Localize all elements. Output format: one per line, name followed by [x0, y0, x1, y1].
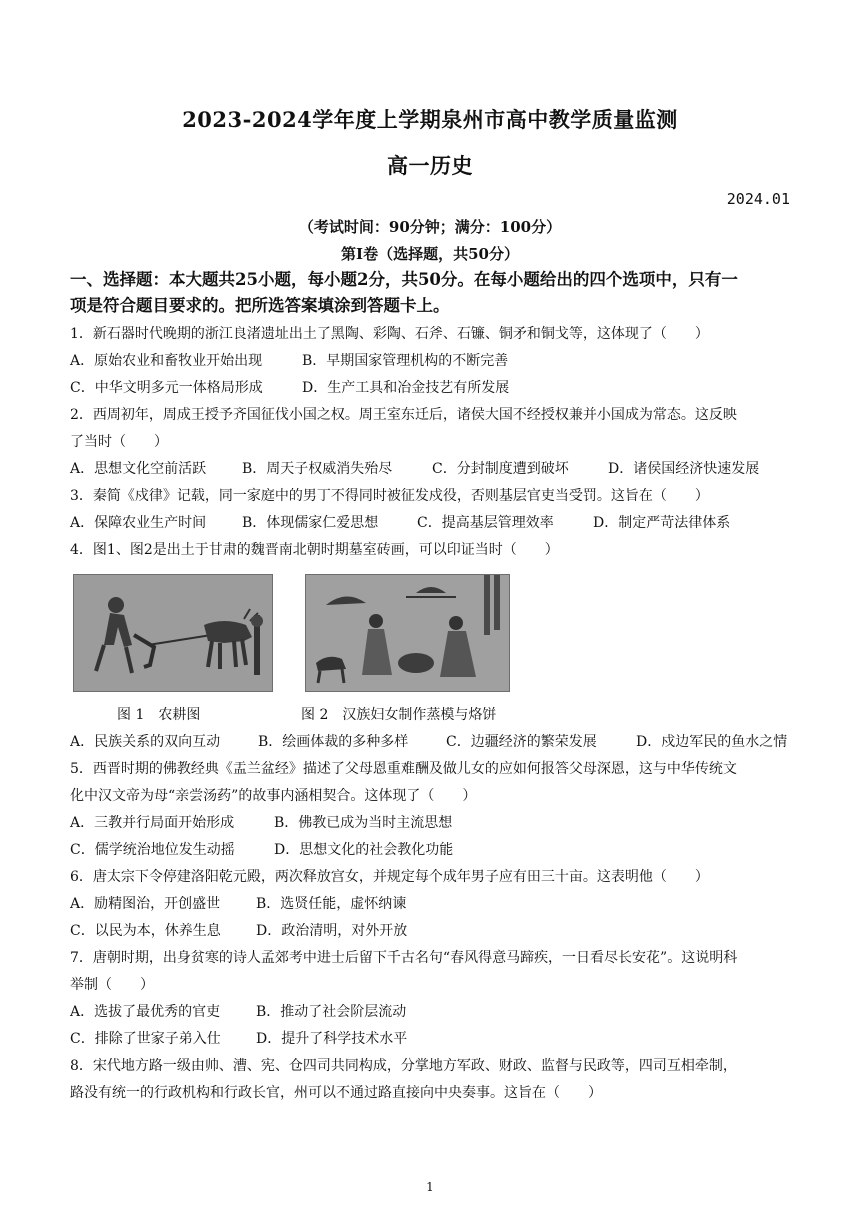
q5-option-b: B．佛教已成为当时主流思想 — [274, 815, 453, 831]
q6-options-row2 — [70, 920, 792, 940]
exam-title: 2023-2024学年度上学期泉州市高中教学质量监测 — [182, 107, 678, 132]
q7-stem-line2: 举制（ ） — [70, 977, 154, 993]
figure-2-cooking-mural — [305, 574, 510, 692]
q3-option-d: D．制定严苛法律体系 — [593, 515, 731, 531]
q1-options-row1 — [70, 350, 792, 370]
q2-stem-line1: 2．西周初年，周成王授予齐国征伐小国之权。周王室东迁后，诸侯大国不经授权兼并小国成为常态。这反映 — [70, 407, 737, 423]
q2-option-c: C．分封制度遭到破坏 — [432, 461, 569, 477]
q5-option-a: A．三教并行局面开始形成 — [70, 815, 235, 831]
q4-option-b: B．绘画体裁的多种多样 — [258, 734, 409, 750]
q7-option-d: D．提升了科学技术水平 — [256, 1031, 408, 1047]
q3-stem: 3．秦简《戍律》记载，同一家庭中的男丁不得同时被征发戍役，否则基层官吏当受罚。这旨在（ ） — [70, 488, 709, 504]
q4-option-d: D．戍边军民的鱼水之情 — [636, 734, 788, 750]
section-line-2: 项是符合题目要求的。把所选答案填涂到答题卡上。 — [70, 296, 450, 315]
q1-options-row2 — [70, 377, 792, 397]
q7-stem-line1: 7．唐朝时期，出身贫寒的诗人孟郊考中进士后留下千古名句“春风得意马蹄疾，一日看尽长安花”。这说明科 — [70, 950, 738, 966]
exam-date: 2024.01 — [726, 190, 790, 208]
q7-option-b: B．推动了社会阶层流动 — [256, 1004, 407, 1020]
volume-heading: 第Ⅰ卷（选择题，共50分） — [341, 245, 519, 263]
q3-option-b: B．体现儒家仁爱思想 — [242, 515, 379, 531]
figure-2-caption: 图 2 汉族妇女制作蒸模与烙饼 — [301, 707, 497, 723]
page-number: 1 — [426, 1180, 434, 1194]
figure-1-caption: 图 1 农耕图 — [117, 707, 201, 723]
q8-stem-line2: 路没有统一的行政机构和行政长官，州可以不通过路直接向中央奏事。这旨在（ ） — [70, 1085, 602, 1101]
q6-option-c: C．以民为本，休养生息 — [70, 923, 221, 939]
q6-stem: 6．唐太宗下令停建洛阳乾元殿，两次释放宫女，并规定每个成年男子应有田三十亩。这表明他（ ） — [70, 869, 709, 885]
q5-stem-line2: 化中汉文帝为母“亲尝汤药”的故事内涵相契合。这体现了（ ） — [70, 788, 477, 804]
q3-options — [70, 512, 792, 532]
figure-1-farming-mural — [73, 574, 273, 692]
q6-options-row1 — [70, 893, 792, 913]
q2-option-a: A．思想文化空前活跃 — [70, 461, 207, 477]
q1-option-c: C．中华文明多元一体格局形成 — [70, 380, 263, 396]
q7-option-c: C．排除了世家子弟入仕 — [70, 1031, 221, 1047]
q5-stem-line1: 5．西晋时期的佛教经典《盂兰盆经》描述了父母恩重难酬及做儿女的应如何报答父母深恩，这与中华传统文 — [70, 761, 737, 777]
q8-stem-line1: 8．宋代地方路一级由帅、漕、宪、仓四司共同构成，分掌地方军政、财政、监督与民政等，四司互相牵制， — [70, 1058, 737, 1074]
exam-info: （考试时间：90分钟；满分：100分） — [298, 218, 562, 236]
q7-options-row1 — [70, 1001, 792, 1021]
q4-option-a: A．民族关系的双向互动 — [70, 734, 221, 750]
section-line-1: 一、选择题：本大题共25小题，每小题2分，共50分。在每小题给出的四个选项中，只有一 — [70, 270, 738, 289]
q6-option-d: D．政治清明，对外开放 — [256, 923, 408, 939]
q5-options-row1 — [70, 812, 792, 832]
q2-option-d: D．诸侯国经济快速发展 — [608, 461, 760, 477]
q3-option-a: A．保障农业生产时间 — [70, 515, 207, 531]
q4-option-c: C．边疆经济的繁荣发展 — [446, 734, 597, 750]
q1-option-d: D．生产工具和冶金技艺有所发展 — [302, 380, 510, 396]
q7-options-row2 — [70, 1028, 792, 1048]
q1-option-b: B．早期国家管理机构的不断完善 — [302, 353, 509, 369]
q7-option-a: A．选拔了最优秀的官吏 — [70, 1004, 221, 1020]
section-instructions — [70, 267, 792, 319]
subject-title: 高一历史 — [387, 153, 473, 178]
cooking-mural-image — [306, 575, 509, 691]
q6-option-a: A．励精图治，开创盛世 — [70, 896, 221, 912]
q2-option-b: B．周天子权威消失殆尽 — [242, 461, 393, 477]
q4-stem: 4．图1、图2是出土于甘肃的魏晋南北朝时期墓室砖画，可以印证当时（ ） — [70, 542, 559, 558]
farming-mural-image — [74, 575, 272, 691]
q4-options — [70, 731, 792, 751]
q6-option-b: B．选贤任能，虚怀纳谏 — [256, 896, 407, 912]
q2-stem-line2: 了当时（ ） — [70, 434, 168, 450]
q3-option-c: C．提高基层管理效率 — [417, 515, 554, 531]
q1-stem: 1．新石器时代晚期的浙江良渚遗址出土了黑陶、彩陶、石斧、石镰、铜矛和铜戈等，这体现了（ ） — [70, 326, 709, 342]
q5-options-row2 — [70, 839, 792, 859]
q2-options — [70, 458, 792, 478]
q1-option-a: A．原始农业和畜牧业开始出现 — [70, 353, 263, 369]
q5-option-c: C．儒学统治地位发生动摇 — [70, 842, 235, 858]
q5-option-d: D．思想文化的社会教化功能 — [274, 842, 454, 858]
